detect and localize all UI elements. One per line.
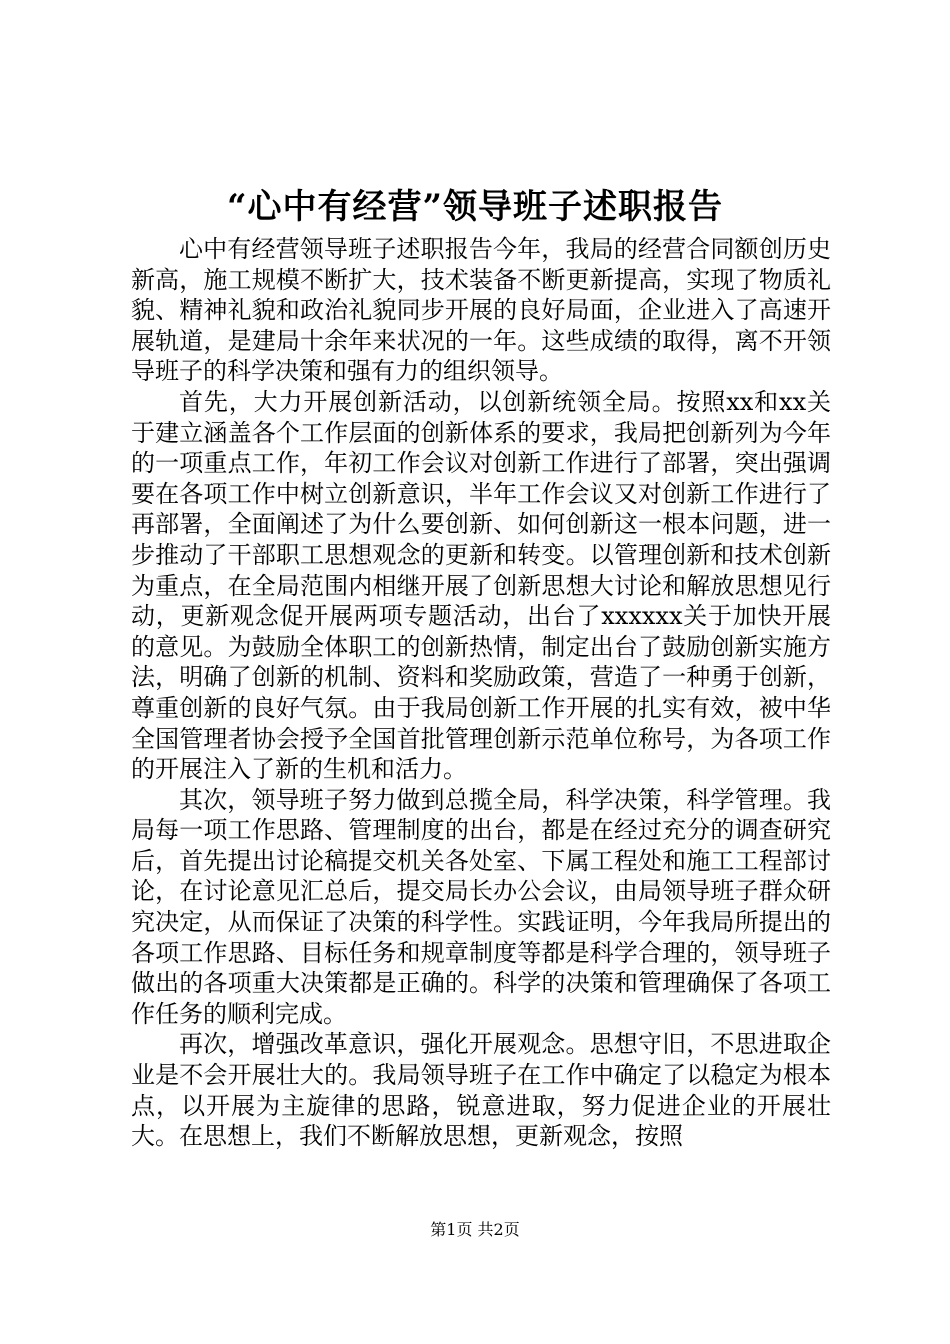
paragraph-decision: 其次，领导班子努力做到总揽全局，科学决策，科学管理。我局每一项工作思路、管理制度的出台，都是在经过充分的调查研究后，首先提出讨论稿提交机关各处室、下属工程处和施工工程部讨论，在讨论意见汇总后，提交局长办公会议，由局领导班子群众研究决定，从而保证了决策的科学性。实践证明，今年我局所提出的各项工作思路、目标任务和规章制度等都是科学合理的，领导班子做出的各项重大决策都是正确的。科学的决策和管理确保了各项工作任务的顺利完成。 <box>131 785 831 1028</box>
document-body <box>131 234 831 1152</box>
paragraph-intro: 心中有经营领导班子述职报告今年，我局的经营合同额创历史新高，施工规模不断扩大，技术装备不断更新提高，实现了物质礼貌、精神礼貌和政治礼貌同步开展的良好局面，企业进入了高速开展轨道，是建局十余年来状况的一年。这些成绩的取得，离不开领导班子的科学决策和强有力的组织领导。 <box>131 235 831 386</box>
document-title: “心中有经营”领导班子述职报告 <box>226 187 724 227</box>
paragraph-innovation: 首先，大力开展创新活动，以创新统领全局。按照xx和xx关于建立涵盖各个工作层面的创新体系的要求，我局把创新列为今年的一项重点工作，年初工作会议对创新工作进行了部署，突出强调要在各项工作中树立创新意识，半年工作会议又对创新工作进行了再部署，全面阐述了为什么要创新、如何创新这一根本问题，进一步推动了干部职工思想观念的更新和转变。以管理创新和技术创新为重点，在全局范围内相继开展了创新思想大讨论和解放思想见行动，更新观念促开展两项专题活动，出台了xxxxxx关于加快开展的意见。为鼓励全体职工的创新热情，制定出台了鼓励创新实施方法，明确了创新的机制、资料和奖励政策，营造了一种勇于创新，尊重创新的良好气氛。由于我局创新工作开展的扎实有效，被中华全国管理者协会授予全国首批管理创新示范单位称号，为各项工作的开展注入了新的生机和活力。 <box>131 387 831 784</box>
page-footer: 第1页 共2页 <box>430 1220 520 1239</box>
paragraph-reform: 再次，增强改革意识，强化开展观念。思想守旧，不思进取企业是不会开展壮大的。我局领导班子在工作中确定了以稳定为根本点，以开展为主旋律的思路，锐意进取，努力促进企业的开展壮大。在思想上，我们不断解放思想，更新观念，按照 <box>131 1030 831 1151</box>
